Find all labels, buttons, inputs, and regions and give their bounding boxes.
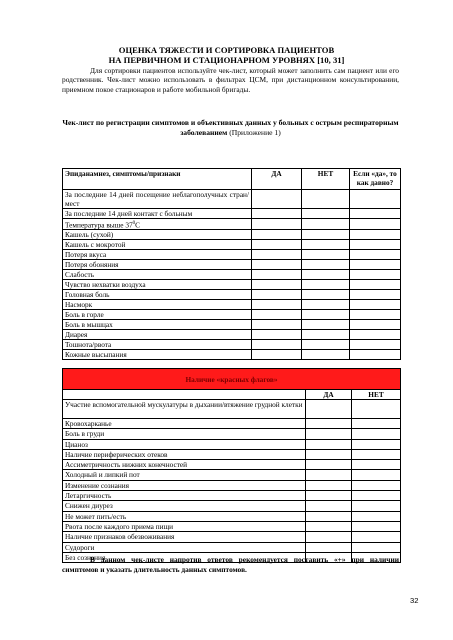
col-symptoms: Эпиданамнез, симптомы/признаки: [63, 169, 252, 190]
cell-no[interactable]: [302, 219, 350, 230]
col-yes: ДА: [252, 169, 302, 190]
row-label: За последние 14 дней контакт с больным: [63, 209, 252, 219]
col-no: НЕТ: [352, 390, 401, 400]
row-label: Слабость: [63, 270, 252, 280]
cell-no[interactable]: [352, 491, 401, 501]
cell-since[interactable]: [350, 320, 401, 330]
cell-yes[interactable]: [306, 449, 352, 459]
cell-yes[interactable]: [252, 310, 302, 320]
table-row: [63, 480, 401, 490]
cell-yes[interactable]: [306, 460, 352, 470]
table-row: [63, 219, 401, 230]
row-label: Участие вспомогательной мускулатуры в дыхании/втяжение грудной клетки: [63, 400, 306, 419]
cell-yes[interactable]: [306, 491, 352, 501]
cell-yes[interactable]: [252, 219, 302, 230]
cell-yes[interactable]: [252, 340, 302, 350]
cell-no[interactable]: [302, 300, 350, 310]
table-row: [63, 320, 401, 330]
table-row: [63, 300, 401, 310]
table-row: [63, 439, 401, 449]
cell-yes[interactable]: [252, 190, 302, 209]
cell-no[interactable]: [352, 449, 401, 459]
cell-yes[interactable]: [252, 280, 302, 290]
cell-since[interactable]: [350, 230, 401, 240]
red-flags-table: [62, 368, 401, 563]
cell-no[interactable]: [352, 511, 401, 521]
cell-no[interactable]: [352, 532, 401, 542]
row-label: Кашель (сухой): [63, 230, 252, 240]
table-row: [63, 340, 401, 350]
cell-yes[interactable]: [306, 542, 352, 552]
symptoms-table-header: [63, 169, 401, 190]
cell-no[interactable]: [352, 521, 401, 531]
subtitle-appendix: (Приложение 1): [227, 128, 281, 137]
table-row: [63, 190, 401, 209]
title-line-1: ОЦЕНКА ТЯЖЕСТИ И СОРТИРОВКА ПАЦИЕНТОВ: [118, 45, 335, 55]
row-label: Не может пить/есть: [63, 511, 306, 521]
table-row: [63, 290, 401, 300]
table-row: [63, 501, 401, 511]
cell-since[interactable]: [350, 310, 401, 320]
col-yes: ДА: [306, 390, 352, 400]
cell-since[interactable]: [350, 219, 401, 230]
cell-since[interactable]: [350, 250, 401, 260]
row-label: Холодный и липкий пот: [63, 470, 306, 480]
cell-no[interactable]: [302, 270, 350, 280]
cell-yes[interactable]: [252, 320, 302, 330]
table-row: [63, 250, 401, 260]
cell-yes[interactable]: [306, 419, 352, 429]
row-label: Наличие признаков обезвоживания: [63, 532, 306, 542]
cell-no[interactable]: [302, 260, 350, 270]
row-label: Тошнота/рвота: [63, 340, 252, 350]
table-row: [63, 429, 401, 439]
table-row: [63, 460, 401, 470]
cell-since[interactable]: [350, 350, 401, 360]
cell-yes[interactable]: [306, 511, 352, 521]
cell-since[interactable]: [350, 270, 401, 280]
row-label: Без сознания: [63, 552, 306, 562]
cell-yes[interactable]: [252, 350, 302, 360]
row-label: Температура выше $37^0С$: [63, 219, 252, 230]
checklist-subtitle: [62, 118, 399, 138]
cell-no[interactable]: [302, 230, 350, 240]
row-label: Снижен диурез: [63, 501, 306, 511]
cell-yes[interactable]: [306, 439, 352, 449]
row-label: Чувство нехватки воздуха: [63, 280, 252, 290]
table-row: [63, 310, 401, 320]
table-row: [63, 400, 401, 419]
red-flags-title: Наличие «красных флагов»: [63, 369, 401, 390]
row-label: Боль в груди: [63, 429, 306, 439]
col-no: НЕТ: [302, 169, 350, 190]
cell-yes[interactable]: [252, 209, 302, 219]
row-label: Кожные высыпания: [63, 350, 252, 360]
table-row: [63, 330, 401, 340]
cell-since[interactable]: [350, 209, 401, 219]
row-label: Ассиметричность нижних конечностей: [63, 460, 306, 470]
cell-since[interactable]: [350, 190, 401, 209]
cell-yes[interactable]: [252, 260, 302, 270]
row-label: Боль в горле: [63, 310, 252, 320]
cell-no[interactable]: [302, 280, 350, 290]
row-label: Летаргичность: [63, 491, 306, 501]
cell-no[interactable]: [302, 290, 350, 300]
cell-since[interactable]: [350, 290, 401, 300]
table-row: [63, 470, 401, 480]
row-label: Насморк: [63, 300, 252, 310]
cell-yes[interactable]: [252, 270, 302, 280]
cell-yes[interactable]: [252, 300, 302, 310]
row-label: Цианоз: [63, 439, 306, 449]
cell-yes[interactable]: [306, 429, 352, 439]
red-flags-banner: [63, 369, 401, 390]
symptoms-table: [62, 168, 401, 360]
cell-no[interactable]: [352, 439, 401, 449]
cell-no[interactable]: [302, 320, 350, 330]
cell-yes[interactable]: [306, 501, 352, 511]
cell-yes[interactable]: [306, 521, 352, 531]
cell-yes[interactable]: [252, 330, 302, 340]
cell-since[interactable]: [350, 340, 401, 350]
subtitle-bold: Чек-лист по регистрации симптомов и объективных данных у больных с острым респираторным заболеванием: [62, 118, 399, 137]
cell-no[interactable]: [302, 340, 350, 350]
table-row: [63, 209, 401, 219]
intro-paragraph: Для сортировки пациентов используйте чек-лист, который может заполнить сам пациент или его родственник. Чек-лист можно использовать в фильтрах ЦСМ, при дистанционном консультировании, приемном покое стационаров и работе мобильной бригады.: [62, 66, 399, 94]
cell-since[interactable]: [350, 300, 401, 310]
row-label: Судороги: [63, 542, 306, 552]
cell-yes[interactable]: [252, 240, 302, 250]
table-row: [63, 260, 401, 270]
table-row: [63, 240, 401, 250]
table-row: [63, 511, 401, 521]
row-label: Наличие периферических отеков: [63, 449, 306, 459]
cell-no[interactable]: [302, 240, 350, 250]
cell-no[interactable]: [352, 542, 401, 552]
cell-since[interactable]: [350, 280, 401, 290]
cell-no[interactable]: [302, 190, 350, 209]
title-line-2: НА ПЕРВИЧНОМ И СТАЦИОНАРНОМ УРОВНЯХ [10, 31]: [108, 55, 345, 65]
row-label: Рвота после каждого приема пищи: [63, 521, 306, 531]
cell-no[interactable]: [352, 429, 401, 439]
table-row: [63, 449, 401, 459]
red-flags-header: [63, 390, 401, 400]
table-row: [63, 491, 401, 501]
row-label: Кровохарканье: [63, 419, 306, 429]
cell-no[interactable]: [302, 209, 350, 219]
cell-since[interactable]: [350, 260, 401, 270]
cell-yes[interactable]: [252, 230, 302, 240]
cell-since[interactable]: [350, 330, 401, 340]
cell-no[interactable]: [352, 419, 401, 429]
cell-no[interactable]: [302, 250, 350, 260]
row-label: Диарея: [63, 330, 252, 340]
table-row: [63, 350, 401, 360]
table-row: [63, 521, 401, 531]
footnote: В данном чек-листе напротив ответов рекомендуется поставить «+» при наличии симптомов и указать длительность данных симптомов.: [62, 555, 399, 574]
cell-no[interactable]: [352, 400, 401, 419]
col-since: Если «да», то как давно?: [350, 169, 401, 190]
cell-yes[interactable]: [306, 480, 352, 490]
cell-yes[interactable]: [252, 250, 302, 260]
cell-no[interactable]: [352, 460, 401, 470]
cell-yes[interactable]: [252, 290, 302, 300]
page-number: 32: [410, 596, 419, 605]
col-blank: [63, 390, 306, 400]
row-label: Изменение сознания: [63, 480, 306, 490]
cell-yes[interactable]: [306, 532, 352, 542]
row-label: Боль в мышцах: [63, 320, 252, 330]
cell-no[interactable]: [352, 480, 401, 490]
cell-yes[interactable]: [306, 470, 352, 480]
table-row: [63, 280, 401, 290]
cell-since[interactable]: [350, 240, 401, 250]
cell-no[interactable]: [302, 350, 350, 360]
row-label: Кашель с мокротой: [63, 240, 252, 250]
table-row: [63, 419, 401, 429]
cell-yes[interactable]: [306, 400, 352, 419]
table-row: [63, 270, 401, 280]
table-row: [63, 230, 401, 240]
cell-no[interactable]: [352, 501, 401, 511]
table-row: [63, 532, 401, 542]
table-row: [63, 542, 401, 552]
row-label: За последние 14 дней посещение неблагополучных стран/мест: [63, 190, 252, 209]
cell-no[interactable]: [352, 470, 401, 480]
cell-no[interactable]: [302, 310, 350, 320]
row-label: Потеря вкуса: [63, 250, 252, 260]
row-label: Потеря обоняния: [63, 260, 252, 270]
cell-no[interactable]: [302, 330, 350, 340]
row-label: Головная боль: [63, 290, 252, 300]
